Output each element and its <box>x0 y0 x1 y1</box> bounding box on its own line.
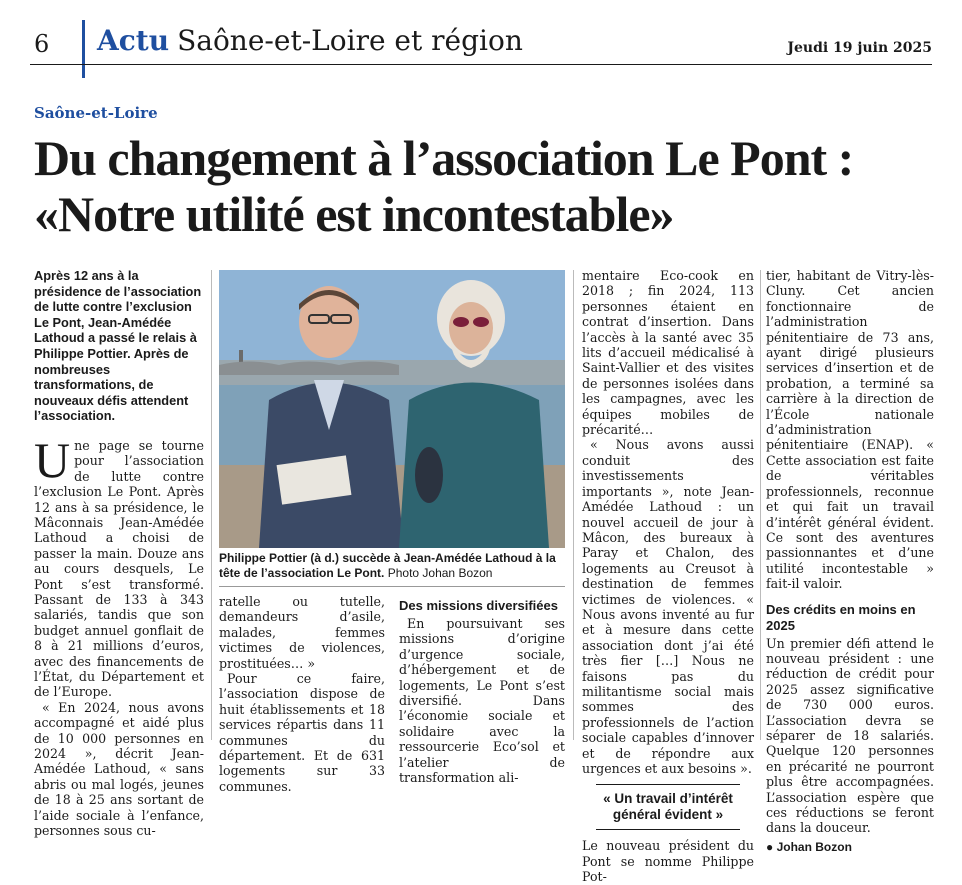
paragraph: ratelle ou tutelle, demandeurs d’asile, malades, femmes victimes de violences, prostituées… » <box>219 594 385 671</box>
header-accent-bar <box>82 20 85 78</box>
photo-illustration <box>219 270 565 548</box>
subheading: Des crédits en moins en 2025 <box>766 601 916 633</box>
article-kicker: Saône-et-Loire <box>34 104 158 122</box>
column-divider <box>760 270 761 740</box>
paragraph: tier, habitant de Vitry-lès-Cluny. Cet ancien fonctionnaire de l’administration pénitentiaire de 73 ans, ayant dirigé plusieurs services d’insertion et de probation, a terminé sa carrière à la direction de l’École nationale d’administration pénitentiaire (ENAP). « Cette association est faite de véritables professionnels, reconnue et qui fait un travail d’intérêt général évident. Ce sont des aventures passionnantes et d’une utilité incontestable » fait-il valoir. <box>766 268 934 592</box>
lead-paragraph <box>34 431 204 700</box>
photo-caption <box>219 551 565 581</box>
author-name: Johan Bozon <box>776 839 852 854</box>
article-byline: ● Johan Bozon <box>766 839 852 854</box>
photo-credit: Photo Johan Bozon <box>387 566 493 580</box>
column-3 <box>399 598 565 785</box>
page-number: 6 <box>34 30 50 58</box>
headline-line-2: «Notre utilité est incontestable» <box>34 186 674 242</box>
column-4 <box>766 268 934 855</box>
issue-date: Jeudi 19 juin 2025 <box>787 40 932 56</box>
caption-divider <box>219 586 565 587</box>
paragraph: Pour ce faire, l’association dispose de huit établissements et 18 services répartis dans 11 communes du département. Et de 631 logements sur 33 communes. <box>219 671 385 794</box>
dropcap-letter: U <box>34 431 71 488</box>
article-chapo: Après 12 ans à la présidence de l’association de lutte contre l’exclusion Le Pont, Jean-Amédée Lathoud a passé le relais à Philippe Pottier. Après de nombreuses transformations, de nouveaux défis attendent l’association. <box>34 268 202 424</box>
header-divider <box>30 64 932 65</box>
paragraph: Le nouveau président du Pont se nomme Philippe Pot- <box>582 838 754 885</box>
column-divider <box>573 270 574 740</box>
paragraph: ne page se tourne pour l’association de lutte contre l’exclusion Le Pont. Après 12 ans à sa présidence, le Mâconnais Jean-Amédée Lathoud a choisi de passer la main. Douze ans au cours desquels, Le Pont s’est transformé. Passant de 133 à 343 salariés, tandis que son budget annuel gonflait de 8 à 21 millions d’euros, avec des financements de l’État, du Département et de l’Europe. <box>34 437 204 700</box>
paragraph: « En 2024, nous avons accompagné et aidé plus de 10 000 personnes en 2024 », décrit Jean-Amédée Lathoud, « sans abris ou mal logés, jeunes de 18 à 25 ans sortant de l’aide sociale à l’enfance, personnes sous cu- <box>34 699 204 839</box>
section-label: Actu <box>97 24 170 57</box>
caption-text: Philippe Pottier (à d.) succède à Jean-Amédée Lathoud à la tête de l’association Le Pont. <box>219 551 556 580</box>
headline-line-1: Du changement à l’association Le Pont : <box>34 130 854 186</box>
paragraph: « Nous avons aussi conduit des investissements importants », note Jean-Amédée Lathoud : un nouvel accueil de jour à Mâcon, des bureaux à Paray et Chalon, des logements au Creusot à destination de femmes victimes de violences. « Nous avons inventé au fur et à mesure dans cette association dont j’ai été très fier […] Nous ne faisons pas du militantisme social mais sommes des professionnels de l’action sociale capables d’innover et de répondre aux urgences et aux besoins ». <box>582 437 754 776</box>
article-headline <box>34 130 934 242</box>
column-1 <box>34 268 204 839</box>
column-divider <box>211 270 212 740</box>
paragraph: mentaire Eco-cook en 2018 ; fin 2024, 113 personnes étaient en contrat d’insertion. Dans l’accès à la santé avec 35 lits d’accueil médicalisé à Saint-Vallier et des visites de personnes isolées dans les campagnes, avec les équipes mobiles de précarité… <box>582 268 754 438</box>
subheading: Des missions diversifiées <box>399 598 558 613</box>
paragraph: En poursuivant ses missions d’origine d’urgence sociale, d’hébergement et de logements, Le Pont s’est diversifié. Dans l’économie sociale et solidaire avec la ressourcerie Eco’sol et l’atelier de transformation ali- <box>399 616 565 786</box>
section-title <box>97 24 523 57</box>
column-3b <box>582 268 754 885</box>
section-region: Saône-et-Loire et région <box>177 24 523 57</box>
paragraph: Un premier défi attend le nouveau président : une réduction de crédit pour 2025 assez significative de 730 000 euros. L’association devra se séparer de 18 salariés. Quelque 120 personnes en précarité ne pourront plus être accompagnées. L’association espère que ces réductions se feront dans la douceur. <box>766 635 934 836</box>
article-photo <box>219 270 565 548</box>
column-2 <box>219 594 385 794</box>
pull-quote: « Un travail d’intérêt général évident » <box>596 784 740 830</box>
